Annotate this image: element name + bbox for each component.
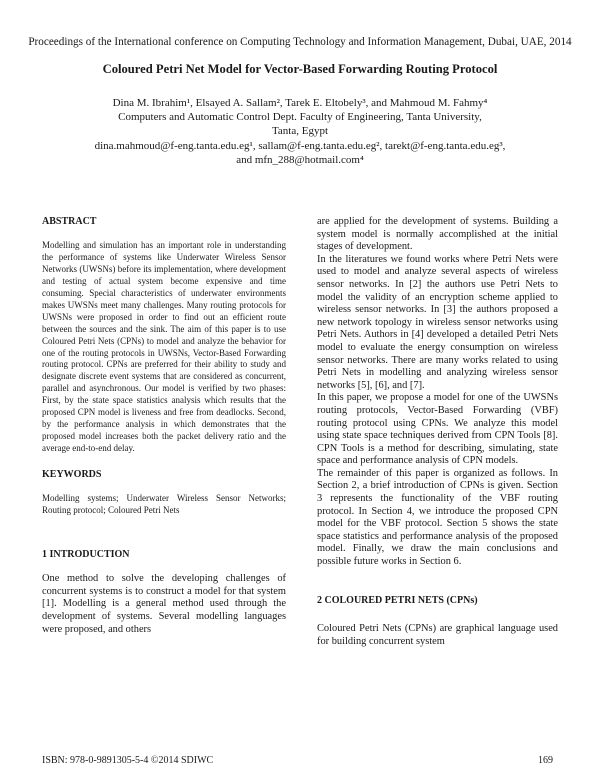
author-block [0,96,600,167]
organization-paragraph: The remainder of this paper is organized as follows. In Section 2, a brief introduction of CPNs is given. Section 3 represents the functionality of the VBF routing protocol. In Section 4, we introduce the proposed CPN model for the VBF protocol. Section 5 shows the state space statistics and performance analysis of the proposed model. Finally, we draw the main conclusions and possible future works in Section 6. [317,467,558,568]
keywords-heading: KEYWORDS [42,468,102,480]
keywords-text: Modelling systems; Underwater Wireless Sensor Networks; Routing protocol; Coloured Petri Nets [42,493,286,515]
author-emails: dina.mahmoud@f-eng.tanta.edu.eg¹, sallam@f-eng.tanta.edu.eg², tarekt@f-eng.tanta.edu.eg³, [94,139,506,152]
author-location: Tanta, Egypt [271,125,329,138]
introduction-text: One method to solve the developing challenges of concurrent systems is to construct a model for that system [1]. Modelling is a general method used through the development of systems. Several modelling languages were proposed, and others [42,573,286,635]
right-column [317,216,558,648]
page-number: 169 [538,755,553,766]
abstract-text: Modelling and simulation has an important role in understanding the performance of systems like Underwater Wireless Sensor Networks (UWSNs) before its implementation, where development and testing of actual system become expensive and time consuming. Special characteristics of underwater environments makes UWSNs meet many challenges. Many routing protocols for UWSNs were proposed in order to find out an efficient route between the sources and the sink. The aim of this paper is to use Coloured Petri Nets (CPNs) to model and analyze the behavior for one of the routing protocols in UWSNs, Vector-Based Forwarding routing protocol. CPNs are preferred for their ability to study and designate discrete event systems that are considered as concurrent, parallel and asynchronous. Our model is verified by two phases: First, by the state space statistics analysis which results that the proposed CPN model is liveness and free from deadlocks. Second, by the performance analysis in which demonstrates that the proposed model increases both the packet delivery ratio and the average end-to-end delay. [42,240,286,453]
intro-paragraph-continued: are applied for the development of systems. Building a system model is normally accomplished at the initial stages of development. [317,216,558,253]
proposal-paragraph: In this paper, we propose a model for one of the UWSNs routing protocols, Vector-Based Forwarding (VBF) routing protocol using CPNs. We analyze this model using state space techniques derived from CPN Tools [8]. CPN Tools is a method for describing, simulating, state space and performance analysis of CPN models. [317,392,558,467]
author-emails-cont: and mfn_288@hotmail.com⁴ [236,153,364,166]
paper-title: Coloured Petri Net Model for Vector-Based Forwarding Routing Protocol [102,62,498,76]
section2-text: Coloured Petri Nets (CPNs) are graphical language used for building concurrent system [317,622,558,647]
left-column [42,216,286,636]
author-names: Dina M. Ibrahim¹, Elsayed A. Sallam², Tarek E. Eltobely³, and Mahmoud M. Fahmy⁴ [112,97,488,109]
section2-heading: 2 COLOURED PETRI NETS (CPNs) [317,594,478,606]
author-affiliation: Computers and Automatic Control Dept. Faculty of Engineering, Tanta University, [118,111,482,124]
running-header: Proceedings of the International conference on Computing Technology and Information Management, Dubai, UAE, 2014 [28,36,572,48]
introduction-heading: 1 INTRODUCTION [42,548,130,560]
literature-paragraph: In the literatures we found works where Petri Nets were used to model and analyze several aspects of wireless sensor networks. In [2] the authors use Petri Nets to model the validity of an encryption scheme applied to wireless sensor networks. In [3] the authors proposed a new network topology in wireless sensor networks using Petri Nets. Authors in [4] developed a detailed Petri Nets model to evaluate the energy consumption on wireless sensor networks. There are many works related to using Petri Nets in modelling and analyzing wireless sensor networks [5], [6], and [7]. [317,253,558,391]
footer-isbn: ISBN: 978-0-9891305-5-4 ©2014 SDIWC [42,755,214,766]
abstract-heading: ABSTRACT [42,216,97,227]
